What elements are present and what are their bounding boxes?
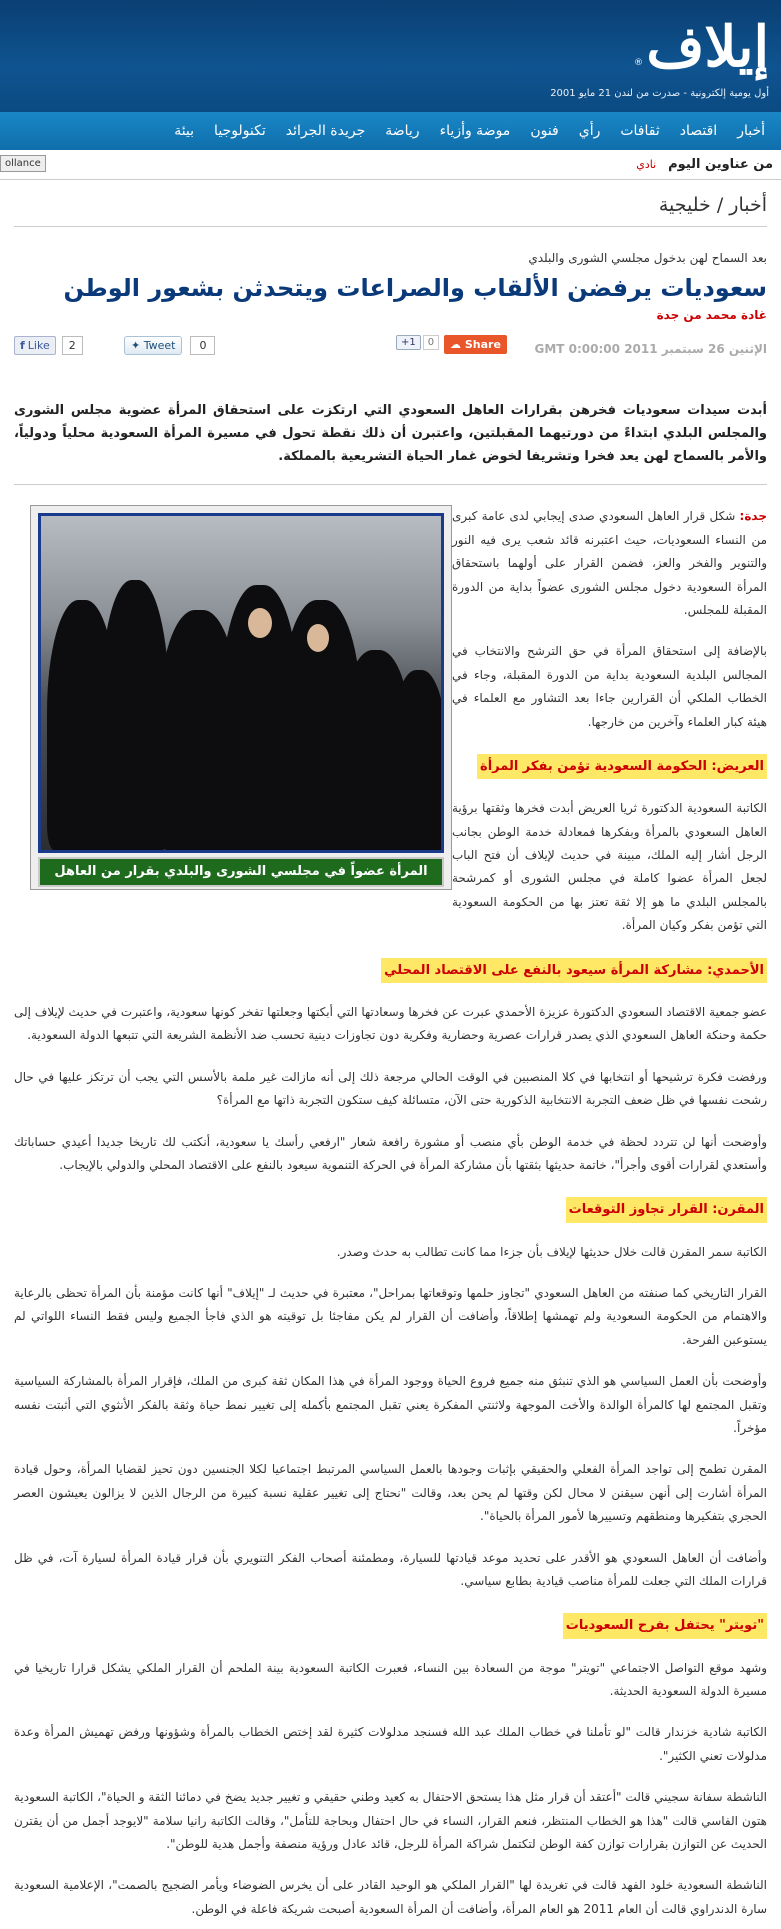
site-tagline: أول يومية إلكترونية - صدرت من لندن 21 مايو 2001	[550, 88, 769, 99]
google-plus-icon: +1	[396, 335, 421, 350]
body-paragraph: وأضافت أن العاهل السعودي هو الأقدر على تحديد موعد قيادتها للسيارة، ومطمئنة أصحاب الفكر التنويري بأن قرار قيادة المرأة لسيارة آت، في ظل قرارات الملك التي جعلت للمرأة مناصب قيادية بطابع سياسي.	[14, 1550, 767, 1588]
nav-item-culture[interactable]: ثقافات	[620, 123, 660, 139]
body-paragraph: بالإضافة إلى استحقاق المرأة في حق الترشح والانتخاب في المجالس البلدية السعودية بداية من الدورة المقبلة، وجاء في الخطاب الملكي أن القرارين جاءا بعد التشاور مع العلماء في هيئة كبار العلماء وآخرين من خارجها.	[452, 644, 767, 729]
ticker-headline-link[interactable]: نادي	[636, 158, 657, 171]
ticker-title: من عناوين اليوم	[668, 157, 773, 172]
article-meta-row	[14, 334, 767, 364]
body-paragraph: وأوضحت أنها لن تتردد لحظة في خدمة الوطن بأي منصب أو مشورة رافعة شعار "ارفعي رأسك يا سعودية، أنكتب لك تاريخا جديدا أعيدي حساباتك وأستعدي لقرارات أقوى وأجرأ"، خاتمة حديثها بثقتها بأن مشاركة المرأة في الحركة التنموية سيعود بالنفع على الاقتصاد المحلي والدولي بالإيجاب.	[14, 1134, 767, 1172]
news-ticker	[0, 150, 781, 180]
nav-item-arts[interactable]: فنون	[530, 123, 559, 139]
share-icon: ☁	[450, 338, 465, 352]
photo-figure	[391, 670, 444, 850]
tweet-label	[124, 336, 182, 355]
article-byline: غادة محمد من جدة	[656, 308, 767, 323]
dateline: جدة:	[739, 509, 767, 524]
site-logo[interactable]: إيلاف	[646, 14, 769, 80]
nav-item-fashion[interactable]: موضة وأزياء	[439, 123, 511, 139]
body-paragraph: الكاتبة السعودية الدكتورة ثريا العريض أبدت فخرها وثقتها برؤية العاهل السعودي بالمرأة وبفكرها فمعادلة خدمة الوطن بجانب الرجل أشار إليه الملك، مبينة في حديث لإيلاف أن فتح الباب لجعل المرأة عضوا كاملة في مجلس الشورى أو كمرشحة بالمجلس البلدي ما هو إلا ثقة تعتز بها من الحكومة السعودية التي تؤمن بفكر وكيان المرأة.	[452, 801, 767, 933]
article-date: الإثنين 26 سبتمبر 2011 GMT 0:00:00	[534, 342, 767, 357]
tweet-button[interactable]	[124, 336, 215, 355]
ticker-side-button[interactable]: ollance	[0, 155, 46, 172]
article-subhead: بعد السماح لهن بدخول مجلسي الشورى والبلدي	[528, 251, 767, 265]
body-paragraph: الكاتبة سمر المقرن قالت خلال حديثها لإيلاف بأن جزءا مما كانت تطالب به حدث وصدر.	[336, 1244, 767, 1259]
nav-item-technology[interactable]: تكنولوجيا	[214, 123, 266, 139]
registered-mark: ®	[634, 58, 643, 68]
article-photo-box	[30, 505, 452, 906]
site-header	[0, 0, 781, 112]
like-label	[14, 336, 56, 355]
body-paragraph: المقرن تطمح إلى تواجد المرأة الفعلي والحقيقي بإثبات وجودها بالعمل السياسي المرتبط اجتماعيا لكلا الجنسين دون تحيز لقضايا المرأة، وحول قيادة المرأة أشارت إلى أنهن سيقنن لا محال لكن وقتها لم يحن بعد، وقالت "نحتاج إلى تغيير عقلية نسبة كبيرة من الرجال الذين لا يزالون يعيشون العصر الحجري بتفكيرها ومنطقهم وتسييرها لأمور المرأة بالحياة".	[14, 1462, 767, 1524]
article-headline: سعوديات يرفضن الألقاب والصراعات ويتحدثن بشعور الوطن	[63, 274, 767, 302]
like-text: Like	[27, 339, 50, 353]
section-title-arid: العريض: الحكومة السعودية تؤمن بفكر المرأة	[477, 754, 767, 779]
tweet-text: Tweet	[143, 339, 176, 353]
nav-item-environment[interactable]: بيئة	[174, 123, 195, 139]
section-title-twitter: "تويتر" يحتفل بفرح السعوديات	[563, 1613, 767, 1638]
body-paragraph: الناشطة السعودية خلود الفهد قالت في تغريدة لها "القرار الملكي هو الوحيد القادر على أن يخرس الضوضاء ويأمر الضجيج بالصمت"، الإعلامية السعودية سارة الدندراوي قالت أن العام 2011 هو العام المرأة، وأضافت أن المرأة السعودية أصبحت شريكة فاعلة في الوطن.	[14, 1878, 767, 1916]
body-paragraph: الكاتبة شادية خزندار قالت "لو تأملنا في خطاب الملك عبد الله فسنجد مدلولات كثيرة لقد إختص الخطاب بالمرأة وشؤونها ورفض تهميش المرأة وعدة مدلولات تعني الكثير".	[14, 1725, 767, 1763]
main-nav	[0, 112, 781, 150]
article-body	[14, 505, 767, 1929]
body-paragraph: القرار التاريخي كما صنفته من العاهل السعودي "تجاوز حلمها وتوقعاتها بمراحل"، معتبرة في حديث لـ "إيلاف" أنها كانت مؤمنة بأن المرأة تحظى بالرعاية والاهتمام من الحكومة السعودية ولم تهمشها إطلاقاً، وأضافت أن القرار لم يكن مفاجئا بل توقيته هو الذي فاجأ الجميع وليس فقط النساء اللواتي لم يستوعبن الفرحة.	[14, 1286, 767, 1347]
nav-item-opinion[interactable]: رأي	[578, 123, 601, 139]
plus-one-button[interactable]	[396, 335, 439, 350]
section-title-muqrin: المقرن: القرار تجاوز التوقعات	[566, 1197, 767, 1222]
nav-item-economy[interactable]: اقتصاد	[679, 123, 718, 139]
facebook-like-button[interactable]	[14, 336, 83, 355]
like-count: 2	[62, 336, 83, 355]
body-paragraph: وأوضحت بأن العمل السياسي هو الذي تنبثق منه جميع فروع الحياة ووجود المرأة في هذا المكان ثقة كبرى من الملك، فإقرار المرأة بالمشاركة السياسية وتقبل المجتمع لها كالمرأة الوالدة والأخت الموجهة ولاثنتي المفكرة يعني تقبل المجتمع بأكمله إلى تغيير نمط حياة وثقة بالفكر الأنثوي التي أثبتت نفسه مؤخراً.	[14, 1374, 767, 1436]
breadcrumb[interactable]: أخبار / خليجية	[14, 194, 767, 227]
body-paragraph: ورفضت فكرة ترشيحها أو انتخابها في كلا المنصبين في الوقت الحالي مرجعة ذلك إلى أنه مازالت غير ملمة بالأسس التي يجب أن ترتكز عليها في حال رشحت نفسها في ظل ضعف التجربة الانتخابية الذكورية حتى الآن، متسائلة كيف ستكون التجربة ذاتها مع المرأة؟	[14, 1069, 767, 1108]
plus-one-count: 0	[423, 335, 439, 350]
nav-item-press[interactable]: جريدة الجرائد	[285, 123, 366, 139]
share-label: Share	[464, 338, 501, 352]
article-lead: أبدت سيدات سعوديات فخرهن بقرارات العاهل السعودي التي ارتكزت على استحقاق المرأة عضوية مجلس الشورى والمجلس البلدي ابتداءً من دورتيهما المقبلتين، واعتبرن أن ذلك نقطة تحول في مسيرة المرأة السعودية محلياً ودولياً، والأمر بالسماح لهن يعد فخرا وتشريفا لخوض غمار الحياة التشريعية بالمملكة.	[14, 400, 767, 485]
photo-caption: المرأة عضواً في مجلسي الشورى والبلدي بقرار من العاهل السعودي	[38, 857, 444, 887]
article-photo[interactable]	[38, 513, 444, 853]
section-title-ahmadi: الأحمدي: مشاركة المرأة سيعود بالنفع على الاقتصاد المحلي	[381, 958, 767, 983]
twitter-bird-icon: ✦	[131, 339, 144, 353]
body-paragraph: وشهد موقع التواصل الاجتماعي "تويتر" موجة من السعادة بين النساء، فعبرت الكاتبة السعودية بينة الملحم أن القرار الملكي يشكل قرارا تاريخيا في مسيرة الدولة السعودية الحديثة.	[14, 1660, 767, 1699]
tweet-count: 0	[190, 336, 215, 355]
nav-item-news[interactable]: أخبار	[737, 123, 765, 139]
body-paragraph: عضو جمعية الاقتصاد السعودي الدكتورة عزيزة الأحمدي عبرت عن فخرها وسعادتها التي أبكتها وجعلتها تفخر كونها سعودية، واعتبرت في حديث لإيلاف إلى حكمة وحنكة العاهل السعودي الذي يصدر قرارات عصرية وحضارية وفكرية دون تجاوزات دينية تحسب ضد الأنظمة الشريعة التي تتبعها الدولة السعودية.	[14, 1004, 767, 1043]
facebook-icon: f	[20, 339, 25, 353]
share-button[interactable]	[444, 335, 507, 354]
body-paragraph: الناشطة سفانة سجيني قالت "أعتقد أن قرار مثل هذا يستحق الاحتفال به كعيد وطني حقيقي و تغيير جديد يضخ في دمائنا الثقة و الحياة"، الكاتبة السعودية هتون الفاسي قالت "هذا هو الخطاب المنتظر، فنعم القرار، النساء في حال احتفال وبحاجة للتأمل"، وقالت الكاتبة رانيا سلامة "لايوجد أجمل من أن يقترن الحديث عن التوازن بقرارات توازن كفة الوطن لتكتمل شراكة المرأة للرجل، قائد عادل ورؤية منصفة وأجمل هدية للوطن".	[14, 1790, 767, 1852]
paragraph-text: شكل قرار العاهل السعودي صدى إيجابي لدى عامة كبرى من النساء السعوديات، حيث اعتبرنه قائد شعب يرى فيه النور والتنوير والفخر والعز، فضمن القرار على أولهما باستحقاق المرأة السعودية دخول مجلس الشورى عضواً بداية من الدورة المقبلة للمجلس.	[452, 509, 767, 617]
nav-item-sports[interactable]: رياضة	[385, 123, 420, 139]
